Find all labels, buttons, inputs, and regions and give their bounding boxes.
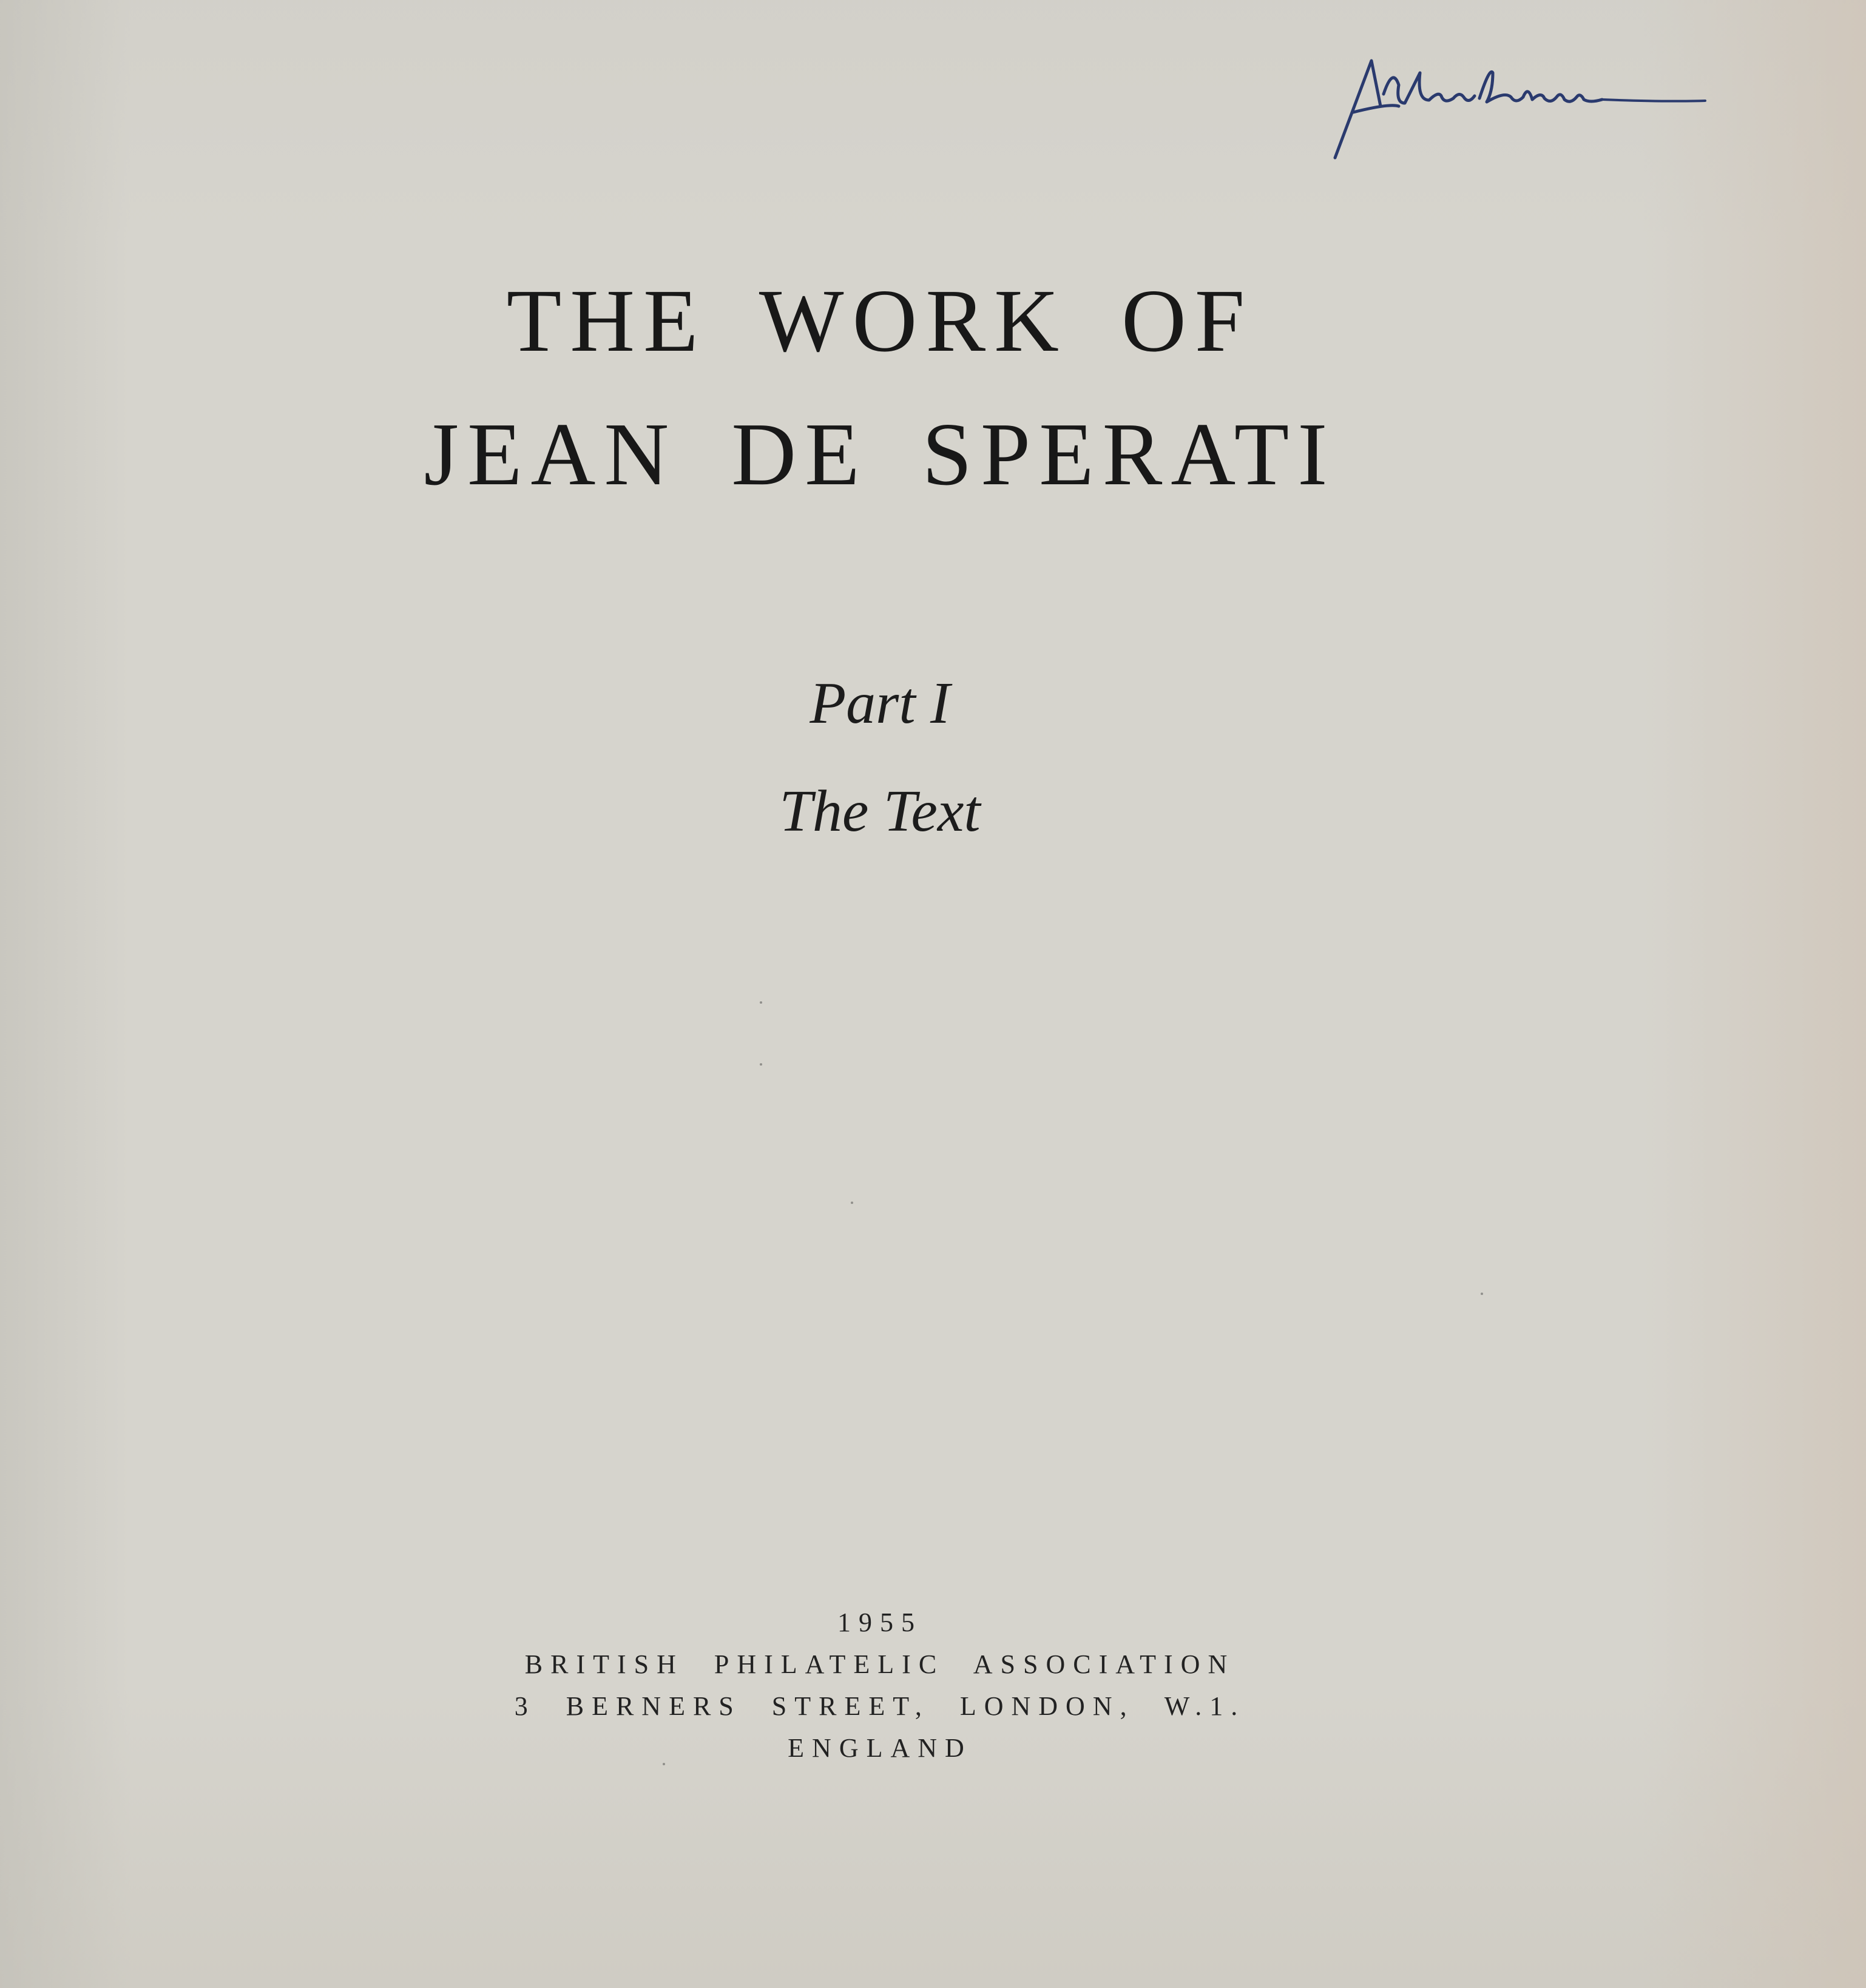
publisher-address: 3 BERNERS STREET, LONDON, W.1. xyxy=(514,1691,1246,1721)
paper-speck xyxy=(760,1063,762,1066)
title-line-2: JEAN DE SPERATI xyxy=(424,405,1336,504)
imprint xyxy=(0,1609,1760,1762)
paper-speck xyxy=(1481,1293,1483,1295)
volume-subtitle xyxy=(0,671,1760,844)
paper-speck xyxy=(851,1202,853,1204)
publisher-name: BRITISH PHILATELIC ASSOCIATION xyxy=(524,1649,1236,1679)
book-title xyxy=(0,271,1760,504)
publication-year: 1955 xyxy=(837,1608,922,1637)
title-line-1: THE WORK OF xyxy=(506,271,1254,371)
part-label: Part I xyxy=(810,671,950,736)
handwritten-signature xyxy=(1323,49,1717,170)
paper-speck xyxy=(663,1763,665,1765)
part-name: The Text xyxy=(779,779,981,844)
paper-speck xyxy=(760,1001,762,1004)
publisher-country: ENGLAND xyxy=(788,1733,972,1763)
